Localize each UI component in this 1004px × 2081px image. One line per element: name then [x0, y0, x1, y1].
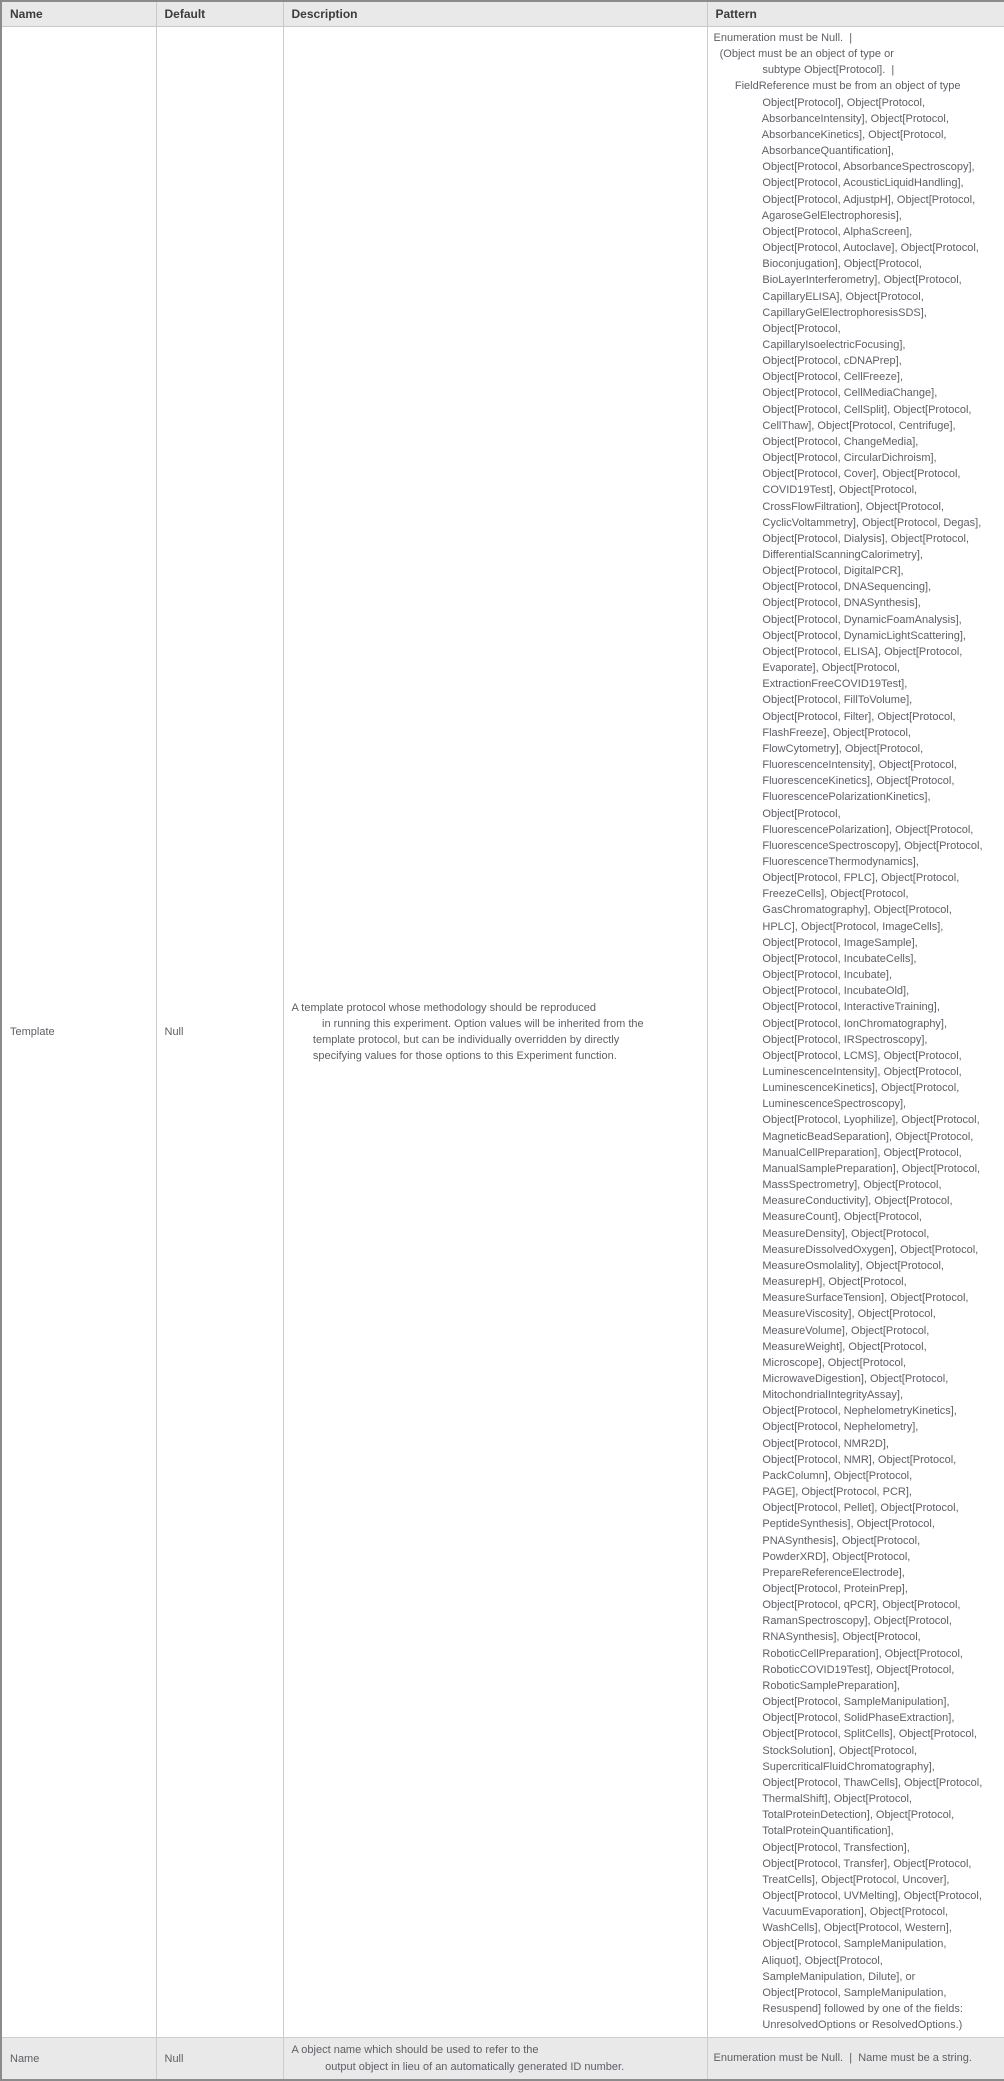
- option-name: Template: [1, 27, 156, 2038]
- option-default: Null: [156, 27, 283, 2038]
- option-description: A template protocol whose methodology should be reproduced in running this experiment. Option values will be inherited from the template protocol, but can be individually overridden by directly specifying values for those options to this Experiment function.: [283, 27, 707, 2038]
- option-row-name: [1, 2038, 1004, 2080]
- option-row-template: [1, 27, 1004, 2038]
- option-pattern: Enumeration must be Null. | Name must be a string.: [707, 2038, 1004, 2080]
- option-default: Null: [156, 2038, 283, 2080]
- column-header-description: Description: [283, 1, 707, 27]
- option-description: A object name which should be used to refer to the output object in lieu of an automatically generated ID number.: [283, 2038, 707, 2080]
- column-header-default: Default: [156, 1, 283, 27]
- option-pattern: Enumeration must be Null. | (Object must be an object of type or subtype Object[Protocol]. | FieldReference must be from an object of type Object[Protocol], Object[Protocol, AbsorbanceIntensity], Object[Protocol, AbsorbanceKinetics], Object[Protocol, AbsorbanceQuantification], Object[Protocol, AbsorbanceSpectroscopy], Object[Protocol, AcousticLiquidHandling], Object[Protocol, AdjustpH], Object[Protocol, AgaroseGelElectrophoresis], Object[Protocol, AlphaScreen], Object[Protocol, Autoclave], Object[Protocol, Bioconjugation], Object[Protocol, BioLayerInterferometry], Object[Protocol, CapillaryELISA], Object[Protocol, CapillaryGelElectrophoresisSDS], Object[Protocol, CapillaryIsoelectricFocusing], Object[Protocol, cDNAPrep], Object[Protocol, CellFreeze], Object[Protocol, CellMediaChange], Object[Protocol, CellSplit], Object[Protocol, CellThaw], Object[Protocol, Centrifuge], Object[Protocol, ChangeMedia], Object[Protocol, CircularDichroism], Object[Protocol, Cover], Object[Protocol, COVID19Test], Object[Protocol, CrossFlowFiltration], Object[Protocol, CyclicVoltammetry], Object[Protocol, Degas], Object[Protocol, Dialysis], Object[Protocol, DifferentialScanningCalorimetry], Object[Protocol, DigitalPCR], Object[Protocol, DNASequencing], Object[Protocol, DNASynthesis], Object[Protocol, DynamicFoamAnalysis], Object[Protocol, DynamicLightScattering], Object[Protocol, ELISA], Object[Protocol, Evaporate], Object[Protocol, ExtractionFreeCOVID19Test], Object[Protocol, FillToVolume], Object[Protocol, Filter], Object[Protocol, FlashFreeze], Object[Protocol, FlowCytometry], Object[Protocol, FluorescenceIntensity], Object[Protocol, FluorescenceKinetics], Object[Protocol, FluorescencePolarizationKinetics], Object[Protocol, FluorescencePolarization], Object[Protocol, FluorescenceSpectroscopy], Object[Protocol, FluorescenceThermodynamics], Object[Protocol, FPLC], Object[Protocol, FreezeCells], Object[Protocol, GasChromatography], Object[Protocol, HPLC], Object[Protocol, ImageCells], Object[Protocol, ImageSample], Object[Protocol, IncubateCells], Object[Protocol, Incubate], Object[Protocol, IncubateOld], Object[Protocol, InteractiveTraining], Object[Protocol, IonChromatography], Object[Protocol, IRSpectroscopy], Object[Protocol, LCMS], Object[Protocol, LuminescenceIntensity], Object[Protocol, LuminescenceKinetics], Object[Protocol, LuminescenceSpectroscopy], Object[Protocol, Lyophilize], Object[Protocol, MagneticBeadSeparation], Object[Protocol, ManualCellPreparation], Object[Protocol, ManualSamplePreparation], Object[Protocol, MassSpectrometry], Object[Protocol, MeasureConductivity], Object[Protocol, MeasureCount], Object[Protocol, MeasureDensity], Object[Protocol, MeasureDissolvedOxygen], Object[Protocol, MeasureOsmolality], Object[Protocol, MeasurepH], Object[Protocol, MeasureSurfaceTension], Object[Protocol, MeasureViscosity], Object[Protocol, MeasureVolume], Object[Protocol, MeasureWeight], Object[Protocol, Microscope], Object[Protocol, MicrowaveDigestion], Object[Protocol, MitochondrialIntegrityAssay], Object[Protocol, NephelometryKinetics], Object[Protocol, Nephelometry], Object[Protocol, NMR2D], Object[Protocol, NMR], Object[Protocol, PackColumn], Object[Protocol, PAGE], Object[Protocol, PCR], Object[Protocol, Pellet], Object[Protocol, PeptideSynthesis], Object[Protocol, PNASynthesis], Object[Protocol, PowderXRD], Object[Protocol, PrepareReferenceElectrode], Object[Protocol, ProteinPrep], Object[Protocol, qPCR], Object[Protocol, RamanSpectroscopy], Object[Protocol, RNASynthesis], Object[Protocol, RoboticCellPreparation], Object[Protocol, RoboticCOVID19Test], Object[Protocol, RoboticSamplePreparation], Object[Protocol, SampleManipulation], Object[Protocol, SolidPhaseExtraction], Object[Protocol, SplitCells], Object[Protocol, StockSolution], Object[Protocol, SupercriticalFluidChromatography], Object[Protocol, ThawCells], Object[Protocol, ThermalShift], Object[Protocol, TotalProteinDetection], Object[Protocol, TotalProteinQuantification], Object[Protocol, Transfection], Object[Protocol, Transfer], Object[Protocol, TreatCells], Object[Protocol, Uncover], Object[Protocol, UVMelting], Object[Protocol, VacuumEvaporation], Object[Protocol, WashCells], Object[Protocol, Western], Object[Protocol, SampleManipulation, Aliquot], Object[Protocol, SampleManipulation, Dilute], or Object[Protocol, SampleManipulation, Resuspend] followed by one of the fields: UnresolvedOptions or ResolvedOptions.): [707, 27, 1004, 2038]
- table-header-row: [1, 1, 1004, 27]
- column-header-pattern: Pattern: [707, 1, 1004, 27]
- option-name: Name: [1, 2038, 156, 2080]
- column-header-name: Name: [1, 1, 156, 27]
